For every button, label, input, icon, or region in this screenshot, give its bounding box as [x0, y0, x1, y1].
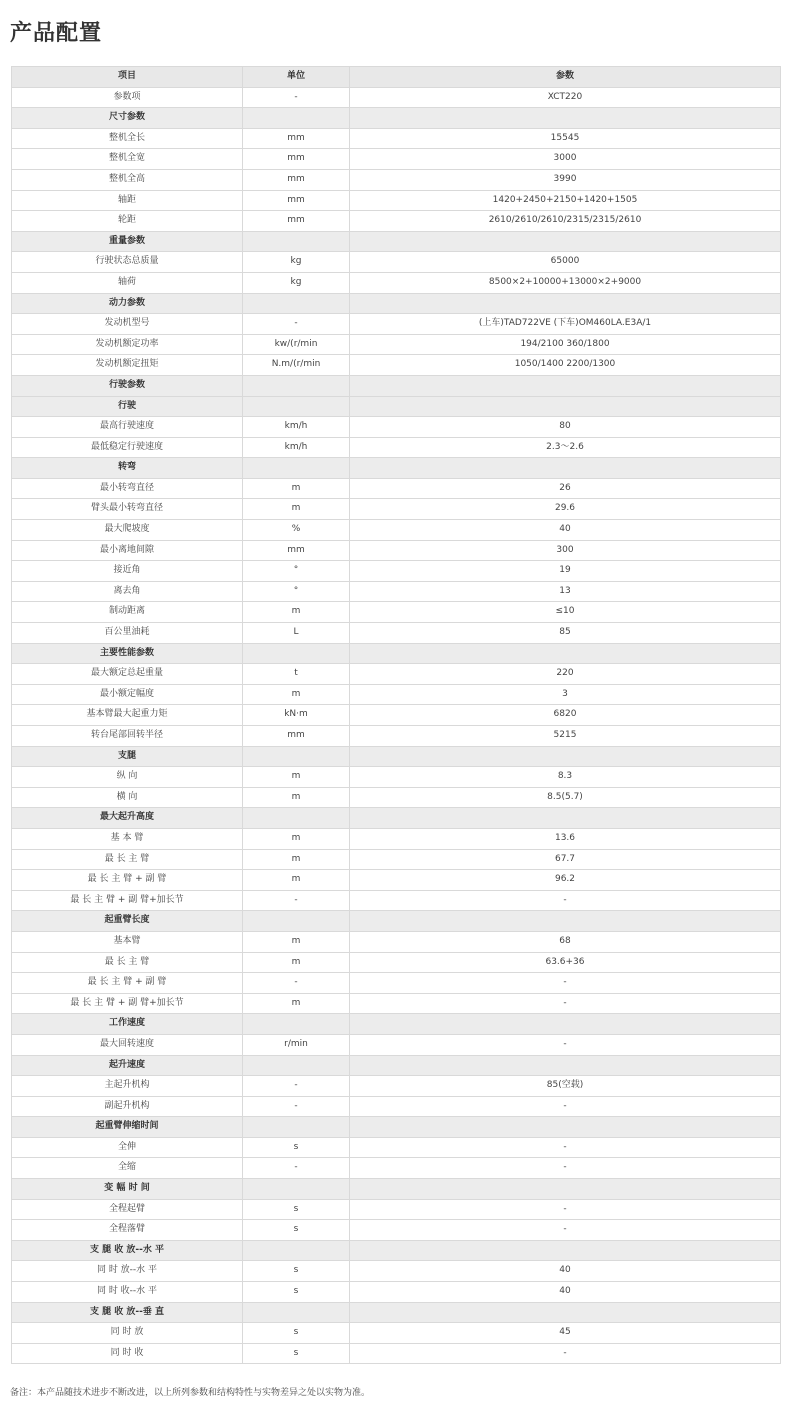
- item-cell: 主起升机构: [12, 1076, 243, 1097]
- unit-cell: mm: [243, 540, 350, 561]
- value-cell: -: [350, 993, 781, 1014]
- unit-cell: m: [243, 931, 350, 952]
- table-row: [12, 1199, 781, 1220]
- section-row: [12, 1302, 781, 1323]
- item-cell: 最 长 主 臂 + 副 臂: [12, 973, 243, 994]
- unit-cell: m: [243, 478, 350, 499]
- unit-cell: m: [243, 993, 350, 1014]
- table-row: [12, 1137, 781, 1158]
- table-row: [12, 828, 781, 849]
- item-cell: 轮距: [12, 211, 243, 232]
- table-row: [12, 334, 781, 355]
- table-row: [12, 1261, 781, 1282]
- section-title: 变 幅 时 间: [12, 1179, 243, 1200]
- unit-cell: °: [243, 561, 350, 582]
- value-cell: 5215: [350, 726, 781, 747]
- item-cell: 最小额定幅度: [12, 684, 243, 705]
- table-row: [12, 890, 781, 911]
- value-cell: 8.3: [350, 767, 781, 788]
- section-title: 支 腿 收 放--水 平: [12, 1240, 243, 1261]
- header-unit: 单位: [243, 67, 350, 88]
- item-cell: 最小转弯直径: [12, 478, 243, 499]
- unit-cell: s: [243, 1199, 350, 1220]
- table-row: [12, 993, 781, 1014]
- table-row: [12, 623, 781, 644]
- item-cell: 臂头最小转弯直径: [12, 499, 243, 520]
- unit-cell: mm: [243, 726, 350, 747]
- unit-cell: s: [243, 1282, 350, 1303]
- section-title: 行驶: [12, 396, 243, 417]
- value-cell: 1420+2450+2150+1420+1505: [350, 190, 781, 211]
- item-cell: 发动机额定功率: [12, 334, 243, 355]
- value-cell: 40: [350, 1282, 781, 1303]
- section-row: [12, 1014, 781, 1035]
- item-cell: 同 时 收--水 平: [12, 1282, 243, 1303]
- table-header-row: [12, 67, 781, 88]
- unit-cell: mm: [243, 211, 350, 232]
- item-cell: 最高行驶速度: [12, 417, 243, 438]
- item-cell: 全缩: [12, 1158, 243, 1179]
- item-cell: 最 长 主 臂 + 副 臂: [12, 870, 243, 891]
- item-cell: 最大回转速度: [12, 1034, 243, 1055]
- table-row: [12, 931, 781, 952]
- section-title: 动力参数: [12, 293, 243, 314]
- value-cell: 80: [350, 417, 781, 438]
- section-value-cell: [350, 375, 781, 396]
- item-cell: 转台尾部回转半径: [12, 726, 243, 747]
- value-cell: 220: [350, 664, 781, 685]
- spec-table-body: [12, 67, 781, 1364]
- item-cell: 全伸: [12, 1137, 243, 1158]
- section-title: 起重臂伸缩时间: [12, 1117, 243, 1138]
- section-row: [12, 1179, 781, 1200]
- section-unit-cell: [243, 643, 350, 664]
- table-row: [12, 520, 781, 541]
- unit-cell: s: [243, 1343, 350, 1364]
- item-cell: 轴荷: [12, 272, 243, 293]
- value-cell: 40: [350, 520, 781, 541]
- table-row: [12, 664, 781, 685]
- section-unit-cell: [243, 396, 350, 417]
- unit-cell: °: [243, 581, 350, 602]
- table-row: [12, 973, 781, 994]
- table-row: [12, 149, 781, 170]
- item-cell: 轴距: [12, 190, 243, 211]
- unit-cell: s: [243, 1323, 350, 1344]
- value-cell: XCT220: [350, 87, 781, 108]
- item-cell: 最大额定总起重量: [12, 664, 243, 685]
- item-cell: 百公里油耗: [12, 623, 243, 644]
- value-cell: -: [350, 1343, 781, 1364]
- section-value-cell: [350, 911, 781, 932]
- section-unit-cell: [243, 108, 350, 129]
- unit-cell: -: [243, 1158, 350, 1179]
- section-unit-cell: [243, 808, 350, 829]
- value-cell: 8.5(5.7): [350, 787, 781, 808]
- unit-cell: mm: [243, 128, 350, 149]
- unit-cell: -: [243, 890, 350, 911]
- section-unit-cell: [243, 375, 350, 396]
- unit-cell: m: [243, 787, 350, 808]
- unit-cell: kg: [243, 272, 350, 293]
- unit-cell: m: [243, 767, 350, 788]
- item-cell: 最 长 主 臂: [12, 952, 243, 973]
- section-row: [12, 911, 781, 932]
- value-cell: 29.6: [350, 499, 781, 520]
- unit-cell: N.m/(r/min: [243, 355, 350, 376]
- unit-cell: %: [243, 520, 350, 541]
- table-row: [12, 1096, 781, 1117]
- table-row: [12, 355, 781, 376]
- value-cell: -: [350, 1220, 781, 1241]
- unit-cell: km/h: [243, 437, 350, 458]
- unit-cell: L: [243, 623, 350, 644]
- value-cell: 2610/2610/2610/2315/2315/2610: [350, 211, 781, 232]
- table-row: [12, 540, 781, 561]
- table-row: [12, 561, 781, 582]
- table-row: [12, 128, 781, 149]
- item-cell: 接近角: [12, 561, 243, 582]
- value-cell: 45: [350, 1323, 781, 1344]
- section-title: 主要性能参数: [12, 643, 243, 664]
- unit-cell: -: [243, 87, 350, 108]
- value-cell: 85: [350, 623, 781, 644]
- section-value-cell: [350, 293, 781, 314]
- section-row: [12, 808, 781, 829]
- unit-cell: m: [243, 684, 350, 705]
- section-title: 工作速度: [12, 1014, 243, 1035]
- section-value-cell: [350, 396, 781, 417]
- section-unit-cell: [243, 1302, 350, 1323]
- table-row: [12, 952, 781, 973]
- table-row: [12, 602, 781, 623]
- section-row: [12, 1240, 781, 1261]
- spec-table: [11, 66, 781, 1364]
- table-row: [12, 684, 781, 705]
- unit-cell: m: [243, 870, 350, 891]
- table-row: [12, 870, 781, 891]
- item-cell: 整机全长: [12, 128, 243, 149]
- section-title: 重量参数: [12, 231, 243, 252]
- unit-cell: m: [243, 952, 350, 973]
- section-unit-cell: [243, 458, 350, 479]
- value-cell: -: [350, 1137, 781, 1158]
- unit-cell: kg: [243, 252, 350, 273]
- section-value-cell: [350, 1240, 781, 1261]
- unit-cell: kN·m: [243, 705, 350, 726]
- item-cell: 整机全宽: [12, 149, 243, 170]
- section-value-cell: [350, 808, 781, 829]
- section-unit-cell: [243, 746, 350, 767]
- section-title: 最大起升高度: [12, 808, 243, 829]
- section-value-cell: [350, 746, 781, 767]
- unit-cell: s: [243, 1220, 350, 1241]
- section-unit-cell: [243, 1179, 350, 1200]
- table-row: [12, 726, 781, 747]
- table-row: [12, 87, 781, 108]
- item-cell: 最 长 主 臂: [12, 849, 243, 870]
- section-value-cell: [350, 108, 781, 129]
- section-unit-cell: [243, 293, 350, 314]
- item-cell: 同 时 收: [12, 1343, 243, 1364]
- table-row: [12, 581, 781, 602]
- item-cell: 发动机额定扭矩: [12, 355, 243, 376]
- item-cell: 基 本 臂: [12, 828, 243, 849]
- item-cell: 纵 向: [12, 767, 243, 788]
- item-cell: 副起升机构: [12, 1096, 243, 1117]
- section-value-cell: [350, 458, 781, 479]
- value-cell: 67.7: [350, 849, 781, 870]
- value-cell: 63.6+36: [350, 952, 781, 973]
- section-title: 起重臂长度: [12, 911, 243, 932]
- table-row: [12, 849, 781, 870]
- value-cell: 68: [350, 931, 781, 952]
- unit-cell: t: [243, 664, 350, 685]
- section-title: 支腿: [12, 746, 243, 767]
- value-cell: -: [350, 890, 781, 911]
- section-title: 行驶参数: [12, 375, 243, 396]
- section-title: 尺寸参数: [12, 108, 243, 129]
- value-cell: (上车)TAD722VE (下车)OM460LA.E3A/1: [350, 314, 781, 335]
- item-cell: 最大爬坡度: [12, 520, 243, 541]
- section-row: [12, 108, 781, 129]
- section-value-cell: [350, 1117, 781, 1138]
- header-value: 参数: [350, 67, 781, 88]
- value-cell: 40: [350, 1261, 781, 1282]
- unit-cell: -: [243, 1096, 350, 1117]
- item-cell: 最低稳定行驶速度: [12, 437, 243, 458]
- value-cell: 2.3～2.6: [350, 437, 781, 458]
- value-cell: 1050/1400 2200/1300: [350, 355, 781, 376]
- value-cell: 85(空载): [350, 1076, 781, 1097]
- value-cell: 3990: [350, 169, 781, 190]
- section-row: [12, 375, 781, 396]
- table-row: [12, 211, 781, 232]
- value-cell: 3: [350, 684, 781, 705]
- unit-cell: s: [243, 1137, 350, 1158]
- table-row: [12, 417, 781, 438]
- section-value-cell: [350, 643, 781, 664]
- table-row: [12, 499, 781, 520]
- table-row: [12, 1343, 781, 1364]
- table-row: [12, 1282, 781, 1303]
- unit-cell: m: [243, 499, 350, 520]
- item-cell: 整机全高: [12, 169, 243, 190]
- table-row: [12, 437, 781, 458]
- table-row: [12, 190, 781, 211]
- unit-cell: km/h: [243, 417, 350, 438]
- section-unit-cell: [243, 1240, 350, 1261]
- section-row: [12, 458, 781, 479]
- section-unit-cell: [243, 911, 350, 932]
- table-row: [12, 314, 781, 335]
- table-row: [12, 1034, 781, 1055]
- value-cell: -: [350, 1096, 781, 1117]
- value-cell: 3000: [350, 149, 781, 170]
- footnote: 备注：本产品随技术进步不断改进，以上所列参数和结构特性与实物差异之处以实物为准。: [10, 1388, 371, 1398]
- value-cell: -: [350, 1199, 781, 1220]
- page-title: 产品配置: [10, 21, 103, 46]
- unit-cell: -: [243, 1076, 350, 1097]
- section-row: [12, 293, 781, 314]
- unit-cell: mm: [243, 190, 350, 211]
- section-title: 转弯: [12, 458, 243, 479]
- table-row: [12, 478, 781, 499]
- value-cell: 13: [350, 581, 781, 602]
- section-row: [12, 231, 781, 252]
- unit-cell: mm: [243, 149, 350, 170]
- header-item: 项目: [12, 67, 243, 88]
- value-cell: -: [350, 1158, 781, 1179]
- item-cell: 最 长 主 臂 + 副 臂+加长节: [12, 890, 243, 911]
- unit-cell: -: [243, 973, 350, 994]
- item-cell: 全程起臂: [12, 1199, 243, 1220]
- unit-cell: m: [243, 849, 350, 870]
- table-row: [12, 787, 781, 808]
- section-value-cell: [350, 1055, 781, 1076]
- value-cell: 26: [350, 478, 781, 499]
- value-cell: 19: [350, 561, 781, 582]
- value-cell: -: [350, 973, 781, 994]
- item-cell: 离去角: [12, 581, 243, 602]
- value-cell: -: [350, 1034, 781, 1055]
- unit-cell: r/min: [243, 1034, 350, 1055]
- unit-cell: kw/(r/min: [243, 334, 350, 355]
- table-row: [12, 252, 781, 273]
- item-cell: 横 向: [12, 787, 243, 808]
- section-value-cell: [350, 1302, 781, 1323]
- value-cell: 15545: [350, 128, 781, 149]
- item-cell: 同 时 放: [12, 1323, 243, 1344]
- table-row: [12, 767, 781, 788]
- section-title: 起升速度: [12, 1055, 243, 1076]
- section-row: [12, 396, 781, 417]
- section-value-cell: [350, 1179, 781, 1200]
- value-cell: 194/2100 360/1800: [350, 334, 781, 355]
- unit-cell: m: [243, 828, 350, 849]
- table-row: [12, 1158, 781, 1179]
- item-cell: 基本臂: [12, 931, 243, 952]
- item-cell: 最小离地间隙: [12, 540, 243, 561]
- section-title: 支 腿 收 放--垂 直: [12, 1302, 243, 1323]
- unit-cell: -: [243, 314, 350, 335]
- unit-cell: m: [243, 602, 350, 623]
- item-cell: 行驶状态总质量: [12, 252, 243, 273]
- item-cell: 最 长 主 臂 + 副 臂+加长节: [12, 993, 243, 1014]
- section-row: [12, 643, 781, 664]
- section-value-cell: [350, 231, 781, 252]
- section-row: [12, 746, 781, 767]
- table-row: [12, 705, 781, 726]
- section-unit-cell: [243, 1055, 350, 1076]
- item-cell: 制动距离: [12, 602, 243, 623]
- value-cell: 300: [350, 540, 781, 561]
- section-unit-cell: [243, 1014, 350, 1035]
- value-cell: 6820: [350, 705, 781, 726]
- section-value-cell: [350, 1014, 781, 1035]
- section-unit-cell: [243, 1117, 350, 1138]
- item-cell: 同 时 放--水 平: [12, 1261, 243, 1282]
- unit-cell: s: [243, 1261, 350, 1282]
- item-cell: 参数项: [12, 87, 243, 108]
- value-cell: 65000: [350, 252, 781, 273]
- value-cell: 96.2: [350, 870, 781, 891]
- table-row: [12, 272, 781, 293]
- section-unit-cell: [243, 231, 350, 252]
- value-cell: 8500×2+10000+13000×2+9000: [350, 272, 781, 293]
- value-cell: ≤10: [350, 602, 781, 623]
- item-cell: 基本臂最大起重力矩: [12, 705, 243, 726]
- unit-cell: mm: [243, 169, 350, 190]
- section-row: [12, 1117, 781, 1138]
- section-row: [12, 1055, 781, 1076]
- table-row: [12, 1076, 781, 1097]
- table-row: [12, 1323, 781, 1344]
- table-row: [12, 1220, 781, 1241]
- item-cell: 全程落臂: [12, 1220, 243, 1241]
- item-cell: 发动机型号: [12, 314, 243, 335]
- value-cell: 13.6: [350, 828, 781, 849]
- table-row: [12, 169, 781, 190]
